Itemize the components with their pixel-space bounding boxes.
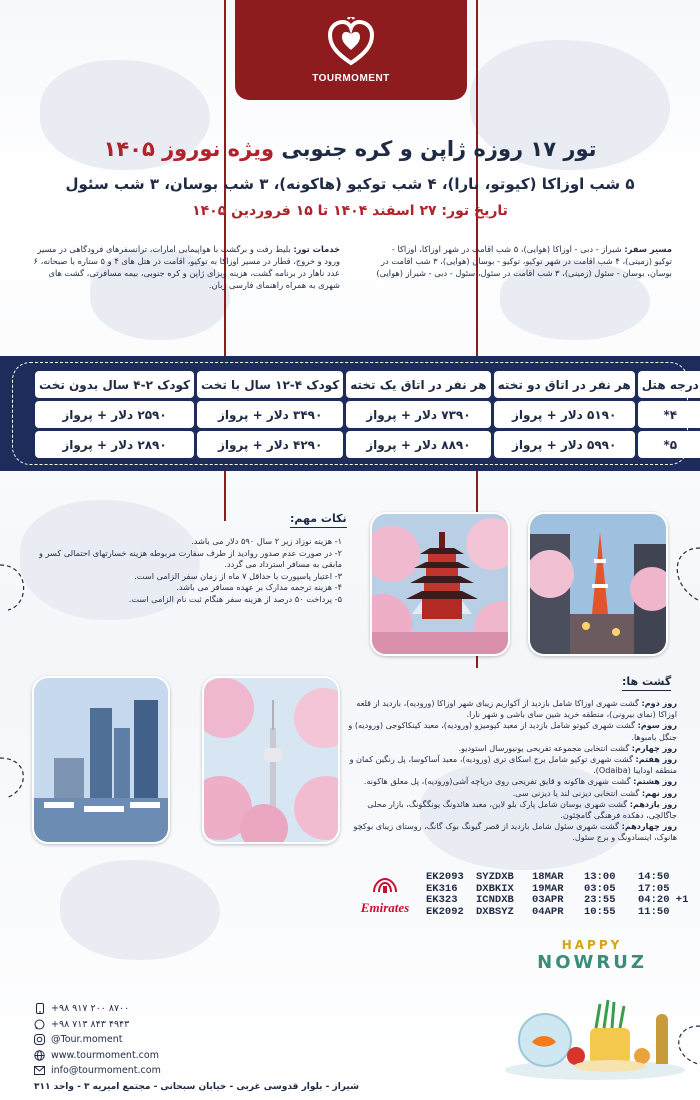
tour-date: تاریخ تور: ۲۷ اسفند ۱۴۰۴ تا ۱۵ فروردین ۱۴۰۵ xyxy=(192,203,508,219)
page-title xyxy=(0,137,700,161)
cell-price: ۲۸۹۰ دلار + پرواز xyxy=(35,431,194,458)
logo-header xyxy=(235,0,467,100)
services-label: خدمات تور: xyxy=(293,244,340,254)
contact-whatsapp[interactable]: +۹۸ ۷۱۳ ۸۴۳ ۴۹۴۳ xyxy=(34,1017,374,1033)
globe-icon xyxy=(34,1050,45,1061)
map-blob xyxy=(60,860,220,960)
note-item: ۵- پرداخت ۵۰ درصد از هزینه سفر هنگام ثبت نام الزامی است. xyxy=(128,593,342,604)
contact-address: شیراز - بلوار قدوسی غربی - خیابان سبحانی - مجتمع امیریه ۳ - واحد ۳۱۱ xyxy=(34,1081,359,1092)
header-single-room: هر نفر در اتاق یک تخته xyxy=(346,371,490,398)
route-text: شیراز - دبی - اوزاکا (هوایی)، ۵ شب اقامت در شهر اوزاکا، اوزاکا - توکیو (زمینی)، ۴ شب اقامت در شهر توکیو، توکیو - بوسان (هوایی)، ۳ شب اقامت در بوسان، بوسان - سئول (زمینی)، ۳ شب اقامت در سئول، سئول - دبی - شیراز (هوایی) xyxy=(376,244,672,278)
photo-tokyo-tower xyxy=(528,512,668,656)
dashed-curve-decor xyxy=(664,540,700,610)
note-item: ۱- هزینه نوزاد زیر ۲ سال ۵۹۰ دلار می باشد. xyxy=(191,536,342,546)
services-text: بلیط رفت و برگشت با هواپیمایی امارات، ترانسفرهای فرودگاهی در مسیر ورود و خروج، قطار در مسیر اوزاکا به توکیو، اقامت در هتل های ۴ و ۵ ستاره با صبحانه، ۶ عدد ناهار در برنامه گشت، هزینه ویزای ژاپن و کره جنوبی، بیمه مسافرتی، گشت های شهری به همراه راهنمای فارسی زبان. xyxy=(33,244,340,290)
cell-price: ۵۱۹۰ دلار + پرواز xyxy=(494,401,635,428)
flight-schedule xyxy=(426,871,689,918)
header-child-with-bed: کودک ۴-۱۲ سال با تخت xyxy=(197,371,343,398)
cell-price: ۲۵۹۰ دلار + پرواز xyxy=(35,401,194,428)
contact-phone[interactable]: +۹۸ ۹۱۷ ۲۰۰ ۸۷۰۰ xyxy=(34,1001,374,1017)
heart-logo-icon xyxy=(326,17,376,69)
emirates-logo xyxy=(352,876,418,916)
price-header-row xyxy=(35,371,700,398)
route-label: مسیر سفر: xyxy=(624,244,672,254)
cell-price: ۷۳۹۰ دلار + پرواز xyxy=(346,401,490,428)
phone-icon xyxy=(34,1003,45,1014)
price-row-5star xyxy=(35,431,700,458)
contact-email[interactable]: info@tourmoment.com xyxy=(34,1063,374,1079)
tokyo-tower-image-icon xyxy=(530,514,668,656)
tour-item: روز سوم: گشت شهری کیوتو شامل بازدید از معبد کیومیزو (ورودیه)، معبد کینکاکوجی (ورودیه) و جنگل بامبوها. xyxy=(348,720,677,742)
greeting-happy: HAPPY xyxy=(561,938,623,952)
notes-list xyxy=(30,536,342,606)
haft-sin-illustration-icon xyxy=(500,990,690,1082)
nowruz-greeting xyxy=(522,938,662,973)
email-icon xyxy=(34,1065,45,1076)
greeting-nowruz: NOWRUZ xyxy=(537,952,647,973)
flight-row: EK2093 SYZDXB 18MAR 13:00 14:50 xyxy=(426,871,670,883)
cell-price: ۸۸۹۰ دلار + پرواز xyxy=(346,431,490,458)
price-table xyxy=(32,368,700,461)
dashed-curve-decor xyxy=(0,555,40,625)
seoul-tower-image-icon xyxy=(204,678,340,844)
cell-grade: ۵* xyxy=(638,431,700,458)
header-child-no-bed: کودک ۲-۴ سال بدون تخت xyxy=(35,371,194,398)
note-item: ۴- هزینه ترجمه مدارک بر عهده مسافر می باشد. xyxy=(176,582,342,593)
route-block xyxy=(372,243,672,279)
services-block xyxy=(28,243,340,291)
contact-website[interactable]: www.tourmoment.com xyxy=(34,1048,374,1064)
busan-image-icon xyxy=(34,678,170,844)
whatsapp-icon xyxy=(34,1019,45,1030)
pagoda-image-icon xyxy=(372,514,510,656)
subtitle: ۵ شب اوزاکا (کیوتو، نارا)، ۴ شب توکیو (هاکونه)، ۳ شب بوسان، ۳ شب سئول xyxy=(65,175,635,193)
airline-name: Emirates xyxy=(360,900,410,915)
price-row-4star xyxy=(35,401,700,428)
tour-item: روز هشتم: گشت شهری هاکونه و قایق تفریحی روی دریاچه آشی(ورودیه)، پل معلق هاکونه. xyxy=(363,776,677,787)
decor-line-left-lower xyxy=(224,471,226,521)
contact-block xyxy=(34,1001,374,1095)
header-hotel-grade: درجه هتل xyxy=(638,371,700,398)
contact-instagram[interactable]: @Tour.moment xyxy=(34,1032,374,1048)
tour-item: روز چهارم: گشت انتخابی مجموعه تفریحی یونیورسال استودیو. xyxy=(458,742,677,753)
tour-item: روز نهم: گشت انتخابی دیزنی لند یا دیزنی سی. xyxy=(512,787,677,798)
tour-item: روز هفتم: گشت شهری توکیو شامل برج اسکای تری (ورودیه)، معبد آساکوسا، پل رنگین کمان و منطقه اودایبا (Odaiba). xyxy=(349,754,677,776)
flight-row: EK2092 DXBSYZ 04APR 10:55 11:50 xyxy=(426,905,670,918)
emirates-emblem-icon xyxy=(370,876,400,896)
photo-seoul-tower xyxy=(202,676,340,844)
tour-item: روز دوم: گشت شهری اوزاکا شامل بازدید از آکواریم زیبای شهر اوزاکا (ورودیه)، بازدید از قلعه اوزاکا (نمای بیرونی)، منطقه خرید شین سای باشی و شهر نارا. xyxy=(356,698,677,720)
note-item: ۲- در صورت عدم صدور روادید از طرف سفارت مربوطه هزینه خسارتهای احتمالی کسر و مابقی به مسافر استرداد می گردد. xyxy=(38,547,342,570)
flight-row: EK316 DXBKIX 19MAR 03:05 17:05 xyxy=(426,882,670,895)
tour-item: روز یازدهم: گشت شهری بوسان شامل پارک بلو لاین، معبد هائدونگ یونگگونگ، بازار محلی جاگالچی، دهکده فرهنگی گامچئون. xyxy=(367,798,677,821)
title-accent: ویژه نوروز ۱۴۰۵ xyxy=(103,137,275,161)
notes-title: نکات مهم: xyxy=(290,512,347,528)
tour-item: روز چهاردهم: گشت شهری سئول شامل بازدید از قصر گیونگ بوک گانگ، روستای زیبای بوکچو هانوک، اینسادونگ و برج سئول. xyxy=(353,821,677,843)
cell-price: ۳۴۹۰ دلار + پرواز xyxy=(197,401,343,428)
cell-price: ۴۲۹۰ دلار + پرواز xyxy=(197,431,343,458)
cell-grade: ۴* xyxy=(638,401,700,428)
tours-list xyxy=(345,698,677,844)
note-item: ۳- اعتبار پاسپورت با حداقل ۷ ماه از زمان سفر الزامی است. xyxy=(134,570,342,581)
cell-price: ۵۹۹۰ دلار + پرواز xyxy=(494,431,635,458)
photo-busan-skyline xyxy=(32,676,170,844)
header-double-room: هر نفر در اتاق دو تخته xyxy=(494,371,635,398)
tours-title: گشت ها: xyxy=(622,675,671,691)
photo-kyoto-pagoda xyxy=(370,512,510,656)
title-main: تور ۱۷ روزه ژاپن و کره جنوبی xyxy=(281,137,597,161)
brand-name: TOURMOMENT xyxy=(312,72,390,84)
flight-row: EK323 ICNDXB 03APR 23:55 04:20 +1 xyxy=(426,894,689,906)
instagram-icon xyxy=(34,1034,45,1045)
